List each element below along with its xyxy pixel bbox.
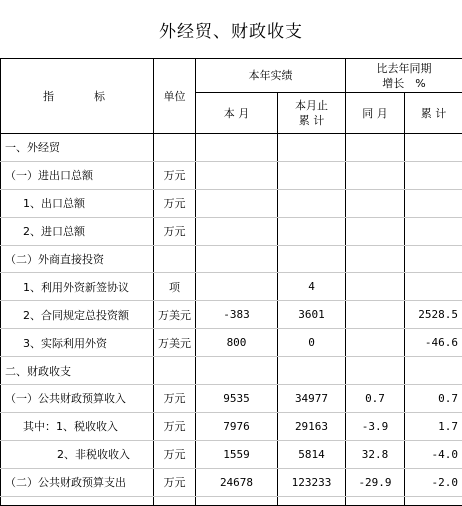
row-yoy-month: 32.8 [346, 440, 405, 468]
row-cum [278, 134, 346, 162]
row-yoy-cum [405, 245, 462, 273]
row-yoy-month [346, 134, 405, 162]
row-unit: 万元 [154, 440, 196, 468]
row-cum [278, 189, 346, 217]
row-yoy-month [346, 301, 405, 329]
row-month: 7976 [196, 412, 278, 440]
row-label: （一）进出口总额 [1, 161, 154, 189]
table-row [1, 301, 462, 329]
row-unit: 万美元 [154, 301, 196, 329]
row-month [196, 134, 278, 162]
row-label: 一、外经贸 [1, 134, 154, 162]
row-month [196, 245, 278, 273]
row-yoy-month [346, 329, 405, 357]
row-month: -383 [196, 301, 278, 329]
row-label: 3、实际利用外资 [1, 329, 154, 357]
row-month [196, 357, 278, 385]
table-row [1, 468, 462, 496]
table-row [1, 245, 462, 273]
row-yoy-month [346, 245, 405, 273]
row-label: （二）外商直接投资 [1, 245, 154, 273]
row-cum: 29163 [278, 412, 346, 440]
header-indicator: 指 标 [1, 59, 154, 134]
row-unit [154, 134, 196, 162]
row-label: 2、合同规定总投资额 [1, 301, 154, 329]
page-title: 外经贸、财政收支 [0, 0, 462, 58]
row-month [196, 273, 278, 301]
table-row [1, 189, 462, 217]
header-unit: 单位 [154, 59, 196, 134]
row-unit: 万元 [154, 468, 196, 496]
data-table [0, 58, 462, 506]
row-yoy-cum [405, 357, 462, 385]
row-cum [278, 217, 346, 245]
row-label: （二）公共财政预算支出 [1, 468, 154, 496]
header-compare [346, 59, 462, 93]
row-unit: 万元 [154, 161, 196, 189]
header-total: 累 计 [405, 93, 462, 134]
row-yoy-cum [405, 134, 462, 162]
header-cumulative-line2: 累 计 [278, 113, 345, 128]
header-same-month: 同 月 [346, 93, 405, 134]
row-label: （一）公共财政预算收入 [1, 385, 154, 413]
row-month [196, 161, 278, 189]
header-this-month: 本 月 [196, 93, 278, 134]
row-label: 2、进口总额 [1, 217, 154, 245]
row-yoy-month [346, 161, 405, 189]
header-compare-line2: 增长 % [346, 76, 462, 91]
table-row [1, 357, 462, 385]
table-row [1, 385, 462, 413]
row-yoy-month [346, 273, 405, 301]
row-yoy-month [346, 357, 405, 385]
row-yoy-cum: 2528.5 [405, 301, 462, 329]
row-yoy-cum: -46.6 [405, 329, 462, 357]
row-cum: 4 [278, 273, 346, 301]
row-cum: 123233 [278, 468, 346, 496]
row-unit [154, 245, 196, 273]
row-cum [278, 161, 346, 189]
row-month: 24678 [196, 468, 278, 496]
row-yoy-month: -3.9 [346, 412, 405, 440]
row-label: 1、出口总额 [1, 189, 154, 217]
row-label: 2、非税收收入 [1, 440, 154, 468]
row-yoy-cum [405, 273, 462, 301]
row-cum: 5814 [278, 440, 346, 468]
row-label: 二、财政收支 [1, 357, 154, 385]
header-this-year: 本年实绩 [196, 59, 346, 93]
row-month: 800 [196, 329, 278, 357]
row-month [196, 217, 278, 245]
row-unit [154, 357, 196, 385]
table-row [1, 440, 462, 468]
row-yoy-month [346, 189, 405, 217]
row-cum: 3601 [278, 301, 346, 329]
row-cum [278, 245, 346, 273]
row-yoy-cum [405, 161, 462, 189]
row-month: 1559 [196, 440, 278, 468]
row-unit: 万美元 [154, 329, 196, 357]
row-label: 1、利用外资新签协议 [1, 273, 154, 301]
row-unit: 万元 [154, 412, 196, 440]
row-yoy-cum: 1.7 [405, 412, 462, 440]
row-yoy-cum [405, 189, 462, 217]
row-yoy-cum: -2.0 [405, 468, 462, 496]
row-unit: 项 [154, 273, 196, 301]
row-yoy-month: -29.9 [346, 468, 405, 496]
row-cum: 0 [278, 329, 346, 357]
row-yoy-month [346, 217, 405, 245]
row-cum: 34977 [278, 385, 346, 413]
row-unit: 万元 [154, 217, 196, 245]
row-unit: 万元 [154, 189, 196, 217]
header-cumulative [278, 93, 346, 134]
table-row [1, 273, 462, 301]
table-row [1, 329, 462, 357]
row-yoy-cum: -4.0 [405, 440, 462, 468]
table-row [1, 134, 462, 162]
table-row [1, 217, 462, 245]
row-yoy-cum [405, 217, 462, 245]
row-yoy-month: 0.7 [346, 385, 405, 413]
header-compare-line1: 比去年同期 [346, 61, 462, 76]
row-month: 9535 [196, 385, 278, 413]
row-cum [278, 357, 346, 385]
table-row [1, 161, 462, 189]
row-month [196, 189, 278, 217]
row-unit: 万元 [154, 385, 196, 413]
table-row [1, 412, 462, 440]
row-label: 其中：1、税收收入 [1, 412, 154, 440]
header-cumulative-line1: 本月止 [278, 98, 345, 113]
row-yoy-cum: 0.7 [405, 385, 462, 413]
